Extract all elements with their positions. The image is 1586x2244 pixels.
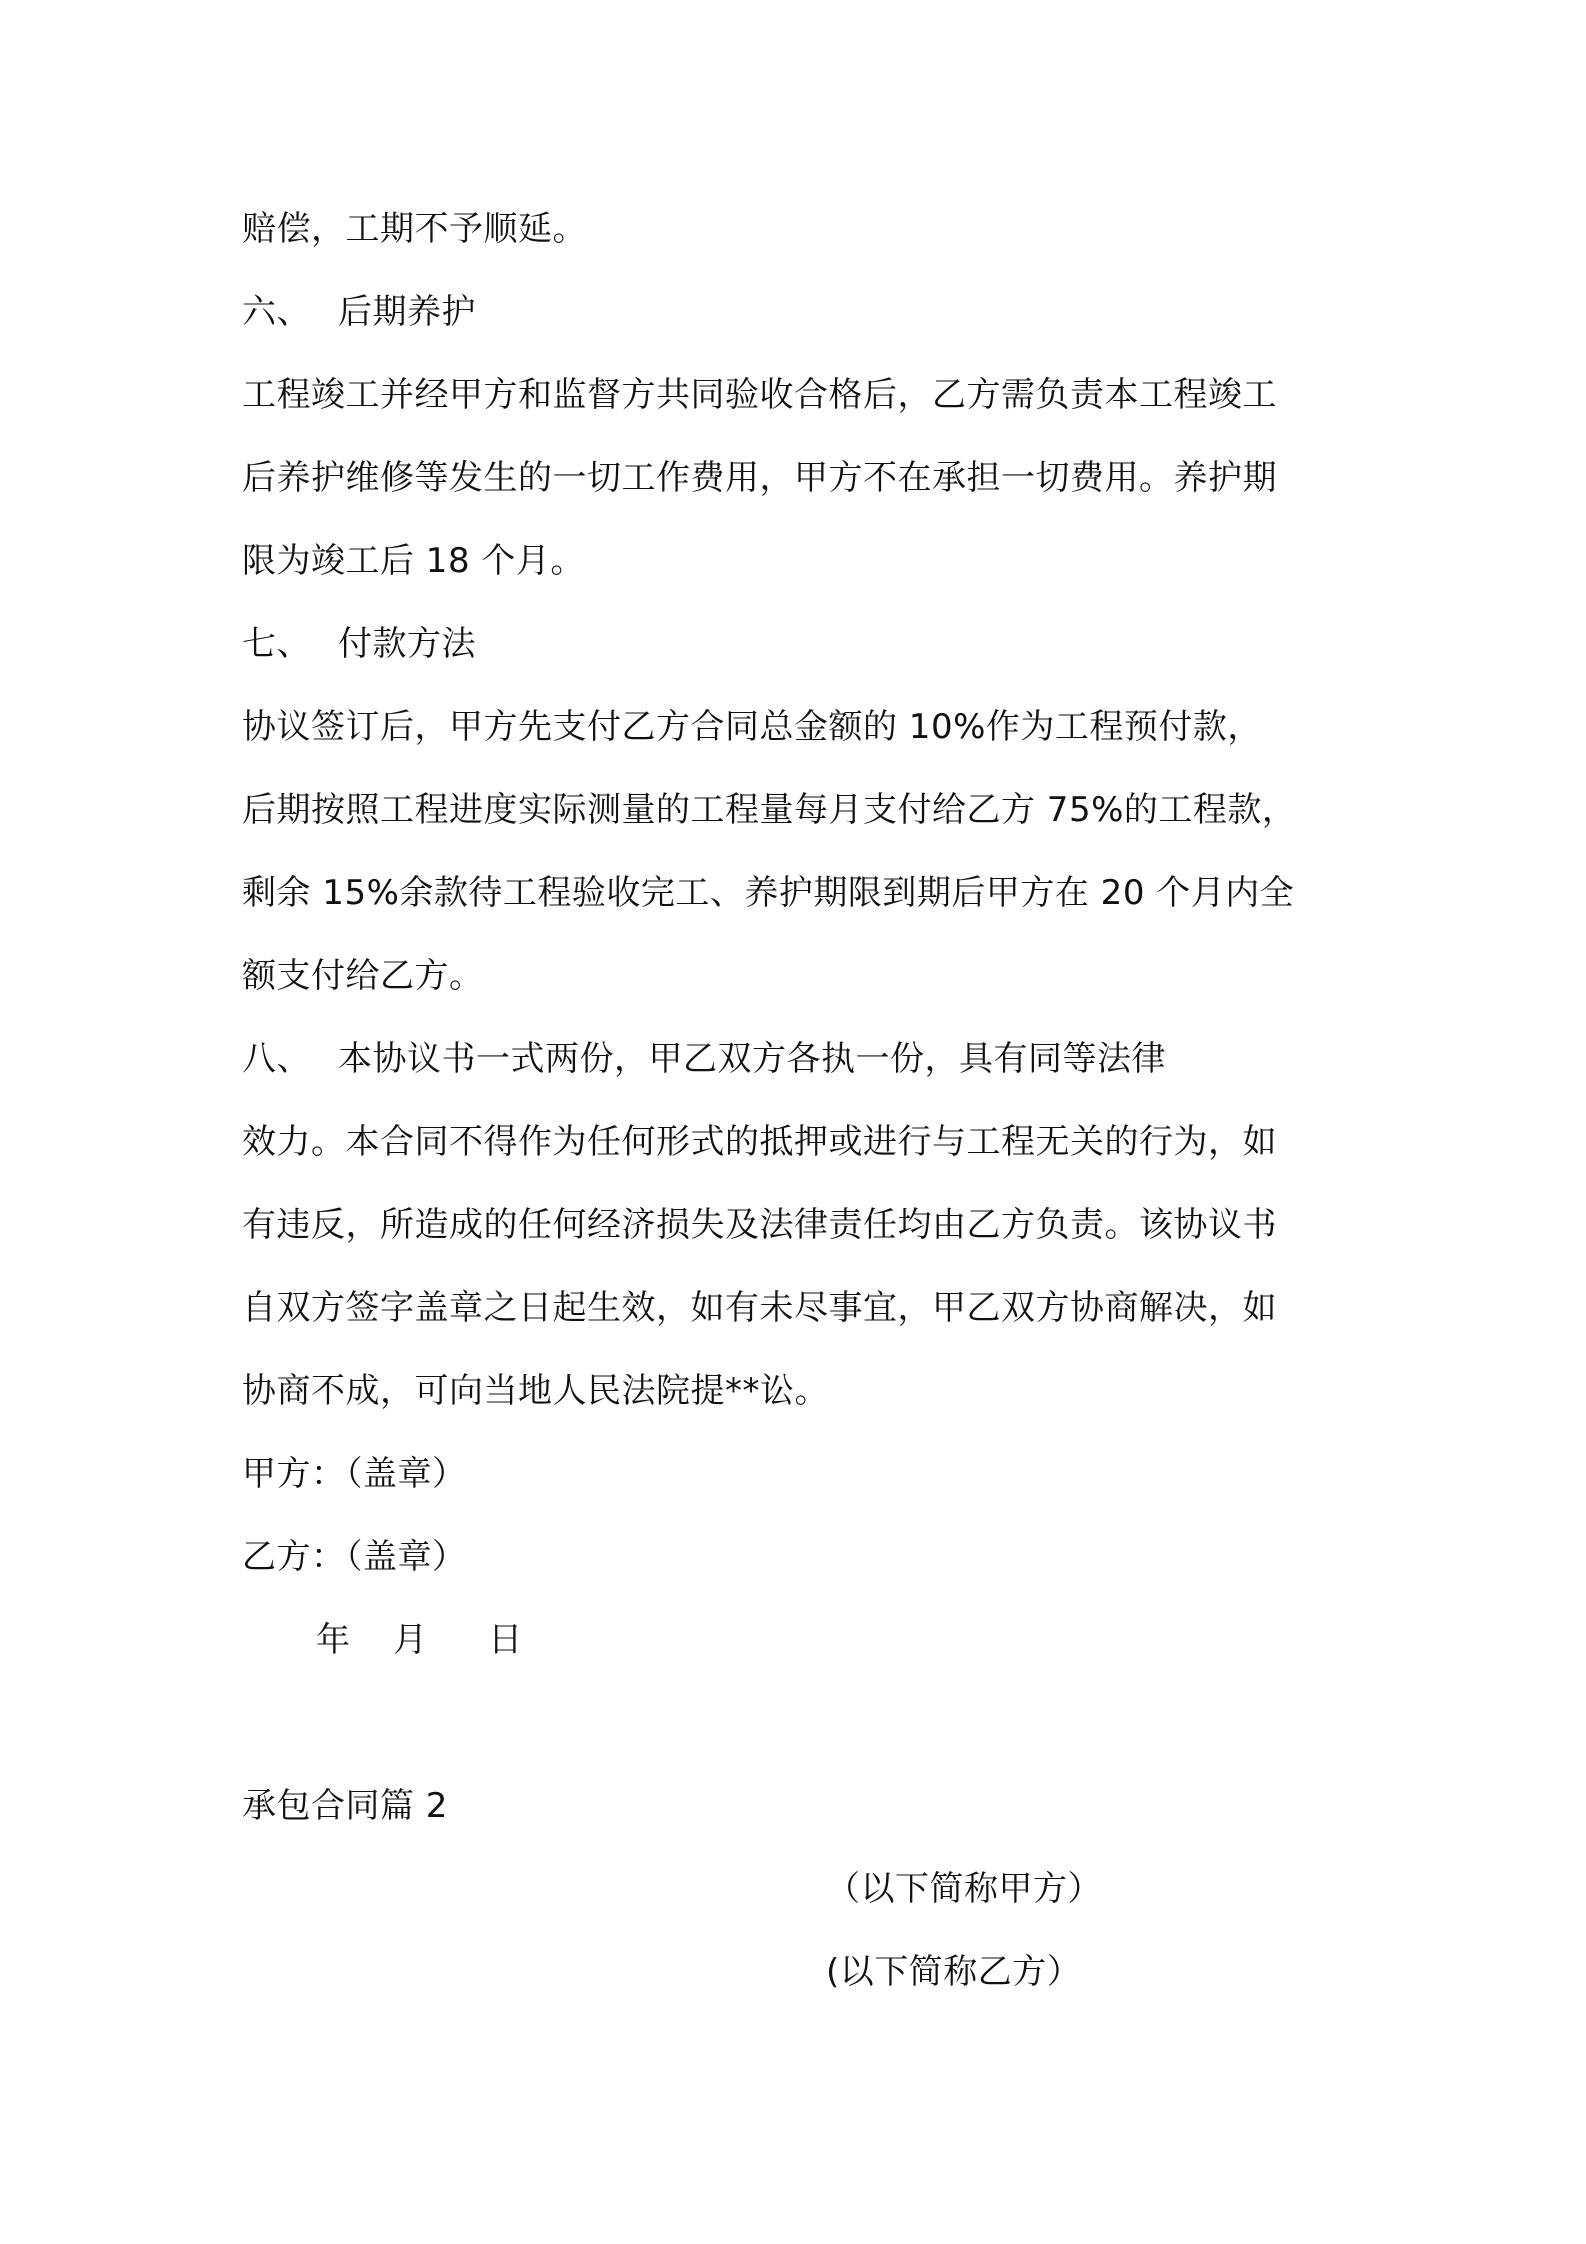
paragraph-line: 协商不成，可向当地人民法院提**讼。 [242,1371,829,1411]
paragraph-line: 额支付给乙方。 [242,956,484,996]
section-number: 六、 [242,292,311,332]
party-b-note: (以下简称乙方） [826,1952,1082,1992]
date-day: 日 [488,1620,523,1660]
contract-title: 承包合同篇 2 [242,1786,448,1826]
section-title: 付款方法 [338,624,476,664]
party-a-note: （以下简称甲方） [826,1869,1102,1909]
date-month: 月 [393,1620,428,1660]
paragraph-line: 有违反，所造成的任何经济损失及法律责任均由乙方负责。该协议书 [242,1205,1277,1245]
date-line [316,1618,1436,1662]
section-number: 七、 [242,624,311,664]
section-heading-7 [242,622,1362,666]
section-title: 本协议书一式两份，甲乙双方各执一份，具有同等法律 [338,1039,1166,1079]
paragraph-line: 协议签订后，甲方先支付乙方合同总金额的 10%作为工程预付款， [242,707,1262,747]
party-b-seal-line: 乙方：（盖章） [242,1537,467,1577]
paragraph-line: 赔偿，工期不予顺延。 [242,209,587,249]
paragraph-line: 后养护维修等发生的一切工作费用，甲方不在承担一切费用。养护期 [242,458,1277,498]
date-year: 年 [316,1620,351,1660]
paragraph-line: 效力。本合同不得作为任何形式的抵押或进行与工程无关的行为，如 [242,1122,1277,1162]
paragraph-line: 后期按照工程进度实际测量的工程量每月支付给乙方 75%的工程款， [242,790,1297,830]
paragraph-line: 自双方签字盖章之日起生效，如有未尽事宜，甲乙双方协商解决，如 [242,1288,1277,1328]
paragraph-line: 工程竣工并经甲方和监督方共同验收合格后，乙方需负责本工程竣工 [242,375,1277,415]
paragraph-line: 剩余 15%余款待工程验收完工、养护期限到期后甲方在 20 个月内全 [242,873,1295,913]
party-a-seal-line: 甲方：（盖章） [242,1454,467,1494]
paragraph-line: 限为竣工后 18 个月。 [242,541,585,581]
section-heading-8 [242,1037,1362,1081]
section-number: 八、 [242,1039,311,1079]
section-heading-6 [242,290,1362,334]
section-title: 后期养护 [338,292,476,332]
